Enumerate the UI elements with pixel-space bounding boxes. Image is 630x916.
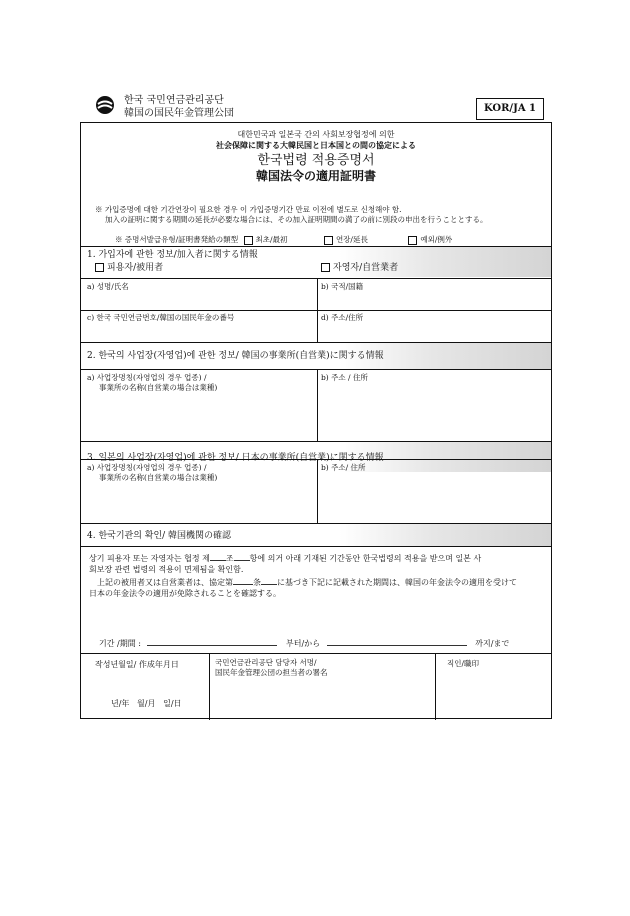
japan-workplace-name-input[interactable] <box>81 485 317 523</box>
cert-type-extension-label: 연장/延長 <box>335 235 368 244</box>
seal-label: 직인/職印 <box>447 659 480 668</box>
paragraph-blank-ja[interactable] <box>261 575 277 585</box>
statement-ko-part1: 상기 피용자 또는 자영자는 협정 제 <box>89 554 210 563</box>
agency-name-ko: 한국 국민연금관리공단 <box>124 95 224 106</box>
agreement-title-ko: 대한민국과 일본국 간의 사회보장협정에 의한 <box>237 130 395 139</box>
official-signature-input[interactable] <box>210 679 434 719</box>
statement-ko-part3: 항에 의거 아래 기재된 기간동안 한국법령의 적용을 받으며 일본 사 <box>249 554 482 563</box>
employee-checkbox[interactable] <box>95 263 104 272</box>
notice-ko: 가입증명에 대한 기간연장이 필요한 경우 이 가입증명기간 만료 이전에 별도로 신청해야 함. <box>104 205 402 214</box>
period-start-input[interactable] <box>147 636 277 646</box>
statement-ja-part4: 日本の年金法令の適用が免除されることを確認する。 <box>89 589 281 598</box>
korea-workplace-address-input[interactable] <box>318 385 552 440</box>
statement-ja-part1: 上記の被用者又は自営業者は、協定第 <box>97 578 233 587</box>
japan-workplace-address-input[interactable] <box>318 475 552 523</box>
agreement-title-ja: 社会保障に関する大韓民国と日本国との間の協定による <box>216 140 416 150</box>
cert-type-exception-label: 예외/例外 <box>420 235 453 244</box>
section3-title: 3. 일본의 사업장(자영업)에 관한 정보/ 日本の事業所(自営業)に関する情報 <box>87 453 384 463</box>
official-signature-label-ja: 国民年金管理公団の担当者の署名 <box>215 668 328 677</box>
japan-workplace-name-label-ko: a) 사업장명칭(자영업의 경우 업종) / <box>87 463 207 472</box>
confirmation-statement <box>89 551 547 599</box>
korea-workplace-address-label: b) 주소 / 住所 <box>321 373 368 382</box>
cert-type-initial-label: 최초/最初 <box>255 235 288 244</box>
date-label: 작성년월일/ 作成年月日 <box>95 660 179 669</box>
cert-type-row <box>115 235 545 245</box>
field-name-label: a) 성명/氏名 <box>87 282 129 291</box>
field-address-label: d) 주소/住所 <box>321 313 364 322</box>
statement-ja-part2: 条 <box>253 578 261 587</box>
article-blank-ko[interactable] <box>210 551 226 561</box>
paragraph-blank-ko[interactable] <box>234 551 250 561</box>
page-title-ko: 한국법령 적용증명서 <box>257 153 375 168</box>
field-address-input[interactable] <box>318 322 552 341</box>
notice-mark: ※ <box>95 205 103 214</box>
self-employed-checkbox[interactable] <box>321 263 330 272</box>
employee-option <box>95 262 163 274</box>
section4-title: 4. 한국기관의 확인/ 韓国機関の確認 <box>87 531 232 541</box>
official-signature-label-ko: 국민연금관리공단 담당자 서명/ <box>215 658 317 667</box>
korea-workplace-name-label-ko: a) 사업장명칭(자영업의 경우 업종) / <box>87 373 207 382</box>
period-row <box>99 636 539 649</box>
date-units: 년/年 월/月 일/日 <box>111 699 182 708</box>
section2-header <box>81 343 551 369</box>
cert-type-initial-checkbox[interactable] <box>244 236 253 245</box>
korea-workplace-name-input[interactable] <box>81 395 317 440</box>
article-blank-ja[interactable] <box>233 575 253 585</box>
section1-title: 1. 가입자에 관한 정보/加入者に関する情報 <box>87 250 258 260</box>
statement-ko-part2: 조 <box>225 554 234 563</box>
section2-title: 2. 한국의 사업장(자영업)에 관한 정보/ 韓国の事業所(自営業)に関する情報 <box>87 351 384 361</box>
form-code: KOR/JA 1 <box>476 98 544 120</box>
japan-workplace-name-label <box>87 463 217 483</box>
cert-type-label: ※ 증명서발급유형/証明書発給の類型 <box>115 235 239 244</box>
section4-header <box>81 524 551 546</box>
statement-ko-part4: 회보장 관련 법령의 적용이 면제됨을 확인함. <box>89 565 244 574</box>
period-from-label: 부터/から <box>286 639 321 648</box>
page-title-ja: 韓国法令の適用証明書 <box>255 169 376 183</box>
korea-workplace-name-label-ja: 事業所の名称(自営業の場合は業種) <box>99 383 218 392</box>
period-end-input[interactable] <box>327 636 467 646</box>
field-nationality-label: b) 국적/国籍 <box>321 282 364 291</box>
notice-ja: 加入の証明に関する期間の延長が必要な場合には、その加入証明期間の満了の前に別段の申出を行うこととする。 <box>105 215 488 224</box>
korea-workplace-name-label <box>87 373 217 393</box>
agency-seal-logo-icon <box>95 95 115 115</box>
section1-header <box>81 247 551 277</box>
japan-workplace-name-label-ja: 事業所の名称(自営業の場合は業種) <box>99 473 218 482</box>
extension-notice <box>95 205 540 225</box>
self-employed-label: 자영자/自営業者 <box>333 263 399 273</box>
cert-type-exception-checkbox[interactable] <box>408 236 417 245</box>
field-pension-number-label: c) 한국 국민연금번호/韓国の国民年金の番号 <box>87 313 235 322</box>
official-signature-label <box>215 658 328 678</box>
japan-workplace-address-label: b) 주소/ 住所 <box>321 463 366 472</box>
statement-ja-part3: に基づき下記に記載された期間は、韓国の年金法令の適用を受けて <box>277 578 517 587</box>
certificate-form <box>80 122 552 719</box>
cert-type-extension-checkbox[interactable] <box>324 236 333 245</box>
agency-name-ja: 韓国の国民年金管理公団 <box>124 108 234 119</box>
field-name-input[interactable] <box>81 291 317 309</box>
period-to-label: 까지/まで <box>475 639 510 648</box>
self-employed-option <box>321 262 398 274</box>
seal-area[interactable] <box>436 671 552 719</box>
employee-label: 피용자/被用者 <box>107 263 164 273</box>
field-pension-number-input[interactable] <box>81 322 317 341</box>
period-label: 기간 /期間 : <box>99 639 141 648</box>
field-nationality-input[interactable] <box>318 291 552 309</box>
agency-logo <box>95 95 115 115</box>
